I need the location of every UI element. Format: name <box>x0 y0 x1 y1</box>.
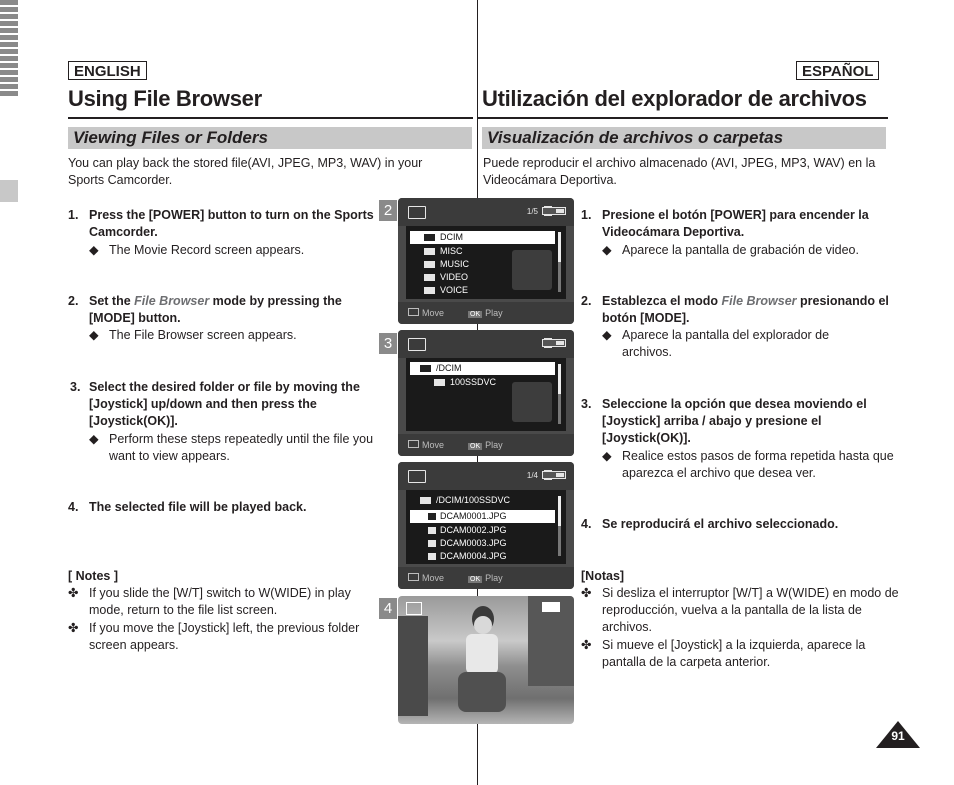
screen-status-bar <box>398 198 574 226</box>
ok-icon: OK <box>470 311 481 318</box>
folder-icon <box>408 470 426 483</box>
screen-status-bar <box>398 462 574 490</box>
section-heading-english: Viewing Files or Folders <box>68 127 472 149</box>
note-1-spanish <box>581 585 902 636</box>
folder-icon <box>424 234 435 241</box>
step-1-bullet-spanish <box>602 242 902 259</box>
step-number: 4. <box>68 500 79 514</box>
camcorder-screen-3b <box>398 462 574 589</box>
photo-child <box>458 604 506 716</box>
move-guide <box>408 440 444 450</box>
step-number: 1. <box>581 208 592 222</box>
memory-card-icon <box>542 602 560 612</box>
screen-badge-2: 2 <box>379 200 397 221</box>
page-title-spanish: Utilización del explorador de archivos <box>482 86 867 111</box>
bullet-text: The Movie Record screen appears. <box>109 243 305 257</box>
note-2-spanish <box>581 637 902 671</box>
note-icon: ✤ <box>581 638 592 652</box>
camera-icon <box>428 527 436 534</box>
mode-name: File Browser <box>721 294 797 308</box>
list-item[interactable] <box>410 284 555 297</box>
folder-icon <box>424 248 435 255</box>
move-label: Move <box>422 308 445 318</box>
step-number: 2. <box>581 294 592 308</box>
scrollbar[interactable] <box>558 496 561 556</box>
scrollbar[interactable] <box>558 232 561 292</box>
bullet-icon: ◆ <box>602 328 612 342</box>
move-label: Move <box>422 573 445 583</box>
list-item[interactable] <box>410 231 555 244</box>
folder-icon <box>408 338 426 351</box>
file-list-panel <box>406 490 566 564</box>
list-item-label: DCAM0002.JPG <box>440 525 507 535</box>
scrollbar[interactable] <box>558 364 561 424</box>
step-4-spanish <box>581 516 902 533</box>
step-3-english <box>70 379 377 430</box>
list-item[interactable] <box>410 537 555 550</box>
step-text: Set the <box>89 294 135 308</box>
bullet-icon: ◆ <box>89 243 99 257</box>
list-item-label: MISC <box>440 246 463 256</box>
screen-badge-4: 4 <box>379 598 397 619</box>
note-2-english <box>68 620 389 654</box>
step-3-spanish <box>581 396 902 447</box>
note-text: Si mueve el [Joystick] a la izquierda, aparece la pantalla de la carpeta anterior. <box>602 638 866 669</box>
section-heading-spanish: Visualización de archivos o carpetas <box>482 127 886 149</box>
note-1-english <box>68 585 389 619</box>
camera-icon <box>428 513 436 520</box>
step-text: The selected file will be played back. <box>89 500 307 514</box>
play-label: Play <box>485 308 503 318</box>
playback-photo <box>398 596 574 724</box>
folder-icon <box>434 379 445 386</box>
step-text: Seleccione la opción que desea moviendo el [Joystick] arriba / abajo y presione el [Joystick(OK)]. <box>602 397 867 445</box>
photo-tree <box>398 616 428 716</box>
list-item-label: VOICE <box>440 285 469 295</box>
step-number: 3. <box>581 397 592 411</box>
screen-guide-bar <box>398 302 574 324</box>
list-item-path[interactable] <box>410 494 555 507</box>
page-number: 91 <box>891 729 905 743</box>
file-list-panel <box>406 358 566 431</box>
step-number: 4. <box>581 517 592 531</box>
folder-icon <box>424 274 435 281</box>
step-text: Select the desired folder or file by moving the [Joystick] up/down and then press the [Joystick(OK)]. <box>89 380 360 428</box>
list-item[interactable] <box>410 271 555 284</box>
battery-icon <box>542 339 566 347</box>
step-number: 3. <box>70 380 81 394</box>
notes-title-spanish: [Notas] <box>581 569 625 583</box>
intro-spanish: Puede reproducir el archivo almacenado (AVI, JPEG, MP3, WAV) en la Videocámara Deportiva. <box>483 156 876 187</box>
list-item-path[interactable] <box>410 362 555 375</box>
play-label: Play <box>485 573 503 583</box>
camcorder-screen-2 <box>398 198 574 324</box>
screen-guide-bar <box>398 434 574 456</box>
step-2-english <box>68 293 379 327</box>
step-3-bullet-english <box>89 431 384 465</box>
move-guide <box>408 573 444 583</box>
list-item[interactable] <box>410 550 555 563</box>
move-guide <box>408 308 444 318</box>
list-item[interactable] <box>410 376 555 389</box>
notes-title-english: [ Notes ] <box>68 569 118 583</box>
joystick-icon <box>408 308 419 316</box>
step-2-spanish <box>581 293 912 327</box>
folder-icon <box>408 206 426 219</box>
folder-icon <box>424 287 435 294</box>
note-text: If you slide the [W/T] switch to W(WIDE) in play mode, return to the file list screen. <box>89 586 351 617</box>
step-number: 2. <box>68 294 79 308</box>
page-edge-tabs <box>0 0 18 98</box>
bullet-text: Perform these steps repeatedly until the file you want to view appears. <box>109 432 374 463</box>
play-label: Play <box>485 440 503 450</box>
ok-icon: OK <box>470 443 481 450</box>
list-item-label: DCAM0001.JPG <box>440 511 507 521</box>
step-text: Presione el botón [POWER] para encender la Videocámara Deportiva. <box>602 208 869 239</box>
note-icon: ✤ <box>68 586 79 600</box>
ok-icon: OK <box>470 576 481 583</box>
list-item-label: VIDEO <box>440 272 469 282</box>
step-2-bullet-english <box>89 327 379 344</box>
list-item-label: MUSIC <box>440 259 469 269</box>
step-1-spanish <box>581 207 902 241</box>
note-icon: ✤ <box>68 621 79 635</box>
bullet-text: Realice estos pasos de forma repetida hasta que aparezca el archivo que desea ver. <box>622 449 894 480</box>
step-text: Press the [POWER] button to turn on the Sports Camcorder. <box>89 208 374 239</box>
intro-english: You can play back the stored file(AVI, JPEG, MP3, WAV) in your Sports Camcorder. <box>68 156 423 187</box>
page-edge-block <box>0 180 18 202</box>
list-item-label: DCAM0004.JPG <box>440 551 507 561</box>
screen-status-bar <box>398 330 574 358</box>
bullet-icon: ◆ <box>89 328 99 342</box>
bullet-text: The File Browser screen appears. <box>109 328 297 342</box>
file-counter: 1/5 <box>526 207 538 216</box>
battery-icon <box>542 471 566 479</box>
bullet-icon: ◆ <box>89 432 99 446</box>
list-item-label: DCIM <box>440 232 463 242</box>
play-guide <box>468 440 503 450</box>
step-3-bullet-spanish <box>602 448 902 482</box>
open-folder-icon <box>420 497 431 504</box>
list-item-label: /DCIM/100SSDVC <box>436 495 511 505</box>
note-text: If you move the [Joystick] left, the previous folder screen appears. <box>89 621 360 652</box>
joystick-icon <box>408 573 419 581</box>
step-text: Se reproducirá el archivo seleccionado. <box>602 517 839 531</box>
title-rule <box>68 117 473 119</box>
camera-icon <box>428 540 436 547</box>
bullet-text: Aparece la pantalla de grabación de video. <box>622 243 859 257</box>
list-item[interactable] <box>410 258 555 271</box>
list-item-label: 100SSDVC <box>450 377 497 387</box>
bullet-text: Aparece la pantalla del explorador de archivos. <box>622 328 830 359</box>
note-icon: ✤ <box>581 586 592 600</box>
camcorder-screen-3 <box>398 330 574 456</box>
note-text: Si desliza el interruptor [W/T] a W(WIDE) en modo de reproducción, vuelva a la pantalla de la lista de archivos. <box>602 586 899 634</box>
page-title-english: Using File Browser <box>68 86 262 111</box>
play-file-icon <box>406 602 422 615</box>
lang-label-spanish: ESPAÑOL <box>796 61 879 80</box>
list-item-label: /DCIM <box>436 363 462 373</box>
file-counter: 1/4 <box>526 471 538 480</box>
play-guide <box>468 573 503 583</box>
bullet-icon: ◆ <box>602 243 612 257</box>
play-guide <box>468 308 503 318</box>
step-text: mode by pressing the [MODE] button. <box>89 294 342 325</box>
bullet-icon: ◆ <box>602 449 612 463</box>
step-1-bullet-english <box>89 242 379 259</box>
step-1-english <box>68 207 379 241</box>
step-4-english <box>68 499 379 516</box>
move-label: Move <box>422 440 445 450</box>
file-list-panel <box>406 226 566 299</box>
list-item[interactable] <box>410 524 555 537</box>
title-rule <box>478 117 888 119</box>
list-item-label: DCAM0003.JPG <box>440 538 507 548</box>
joystick-icon <box>408 440 419 448</box>
camera-icon <box>428 553 436 560</box>
step-number: 1. <box>68 208 79 222</box>
step-text: Establezca el modo <box>602 294 722 308</box>
folder-icon <box>424 261 435 268</box>
step-text: presionando el botón [MODE]. <box>602 294 889 325</box>
list-item[interactable] <box>410 510 555 523</box>
lang-label-english: ENGLISH <box>68 61 147 80</box>
list-item[interactable] <box>410 245 555 258</box>
step-2-bullet-spanish <box>602 327 882 361</box>
screen-badge-3: 3 <box>379 333 397 354</box>
mode-name: File Browser <box>134 294 210 308</box>
screen-guide-bar <box>398 567 574 589</box>
open-folder-icon <box>420 365 431 372</box>
battery-icon <box>542 207 566 215</box>
